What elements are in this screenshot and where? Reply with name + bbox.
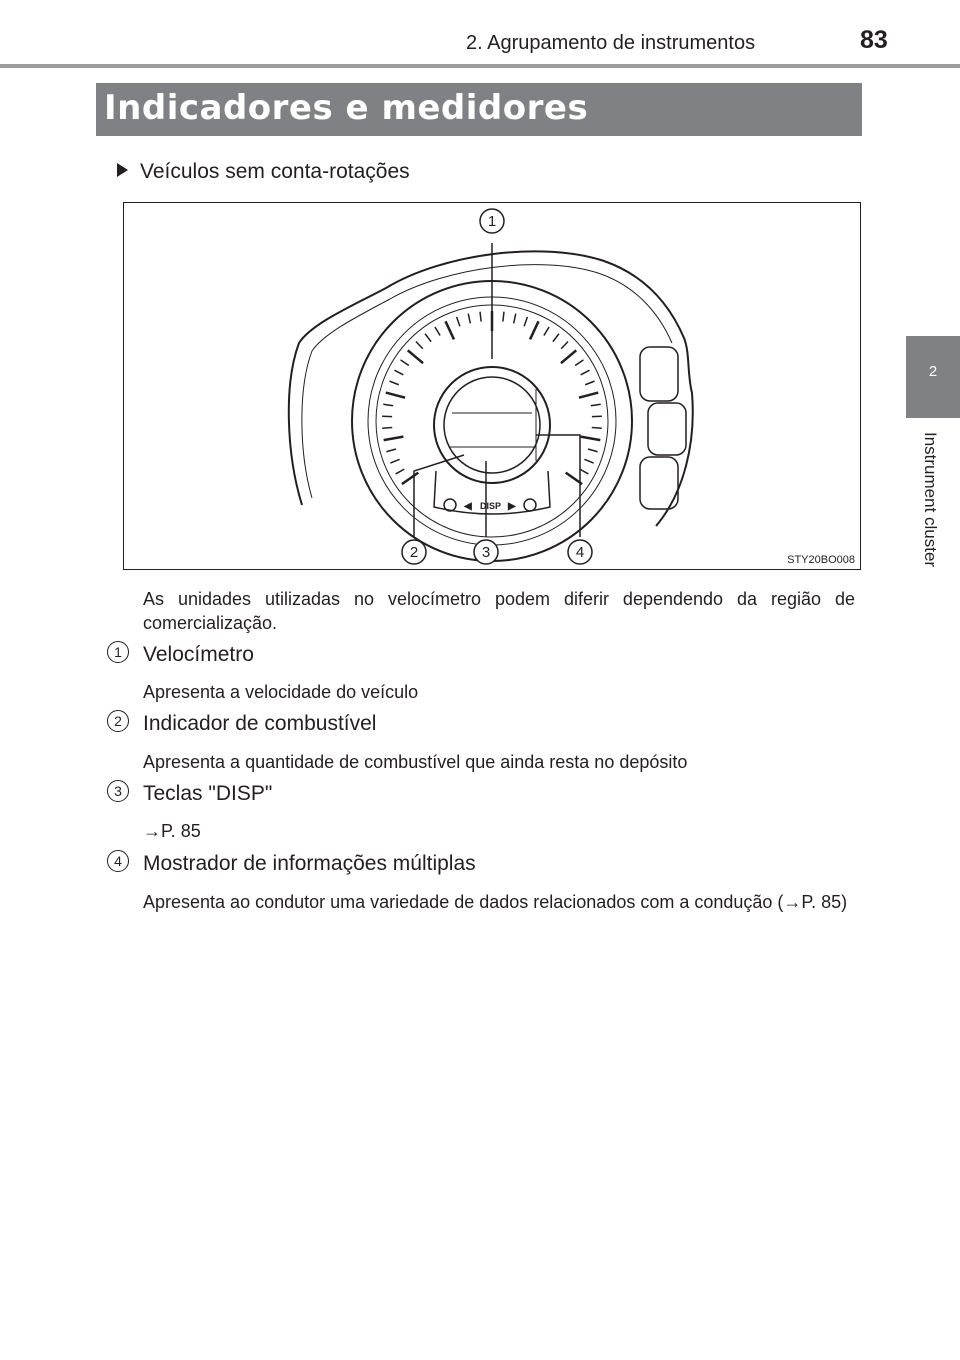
subhead (117, 160, 410, 184)
bezel-piece-top (640, 347, 678, 401)
dial-tick (592, 428, 602, 429)
figure-code: STY20BO008 (787, 554, 855, 566)
disp-left-arrow: ◀ (464, 501, 472, 512)
dial-tick (386, 393, 405, 398)
item-3-desc[interactable]: →P. 85 (143, 821, 201, 841)
item-1-desc: Apresenta a velocidade do veículo (143, 682, 419, 702)
dial-tick (579, 393, 598, 398)
callout-2: 2 (409, 544, 419, 561)
dial-tick (524, 317, 527, 326)
section-title: 2. Agrupamento de instrumentos (466, 32, 756, 54)
dial-tick (591, 404, 601, 406)
bezel-piece-mid (648, 403, 686, 455)
item-3-number: 3 (107, 780, 129, 802)
triangle-bullet-icon (117, 163, 128, 177)
dial-tick (401, 360, 409, 366)
leader-4 (536, 435, 580, 537)
dial-tick (416, 342, 423, 349)
dial-tick (561, 342, 568, 349)
dial-tick (561, 350, 576, 363)
dial-tick (585, 381, 594, 385)
central-display (444, 377, 540, 473)
dial-tick (382, 428, 392, 429)
dial-tick (581, 370, 590, 375)
trip-button-left (444, 499, 456, 511)
disp-right-arrow: ▶ (508, 501, 516, 512)
item-3-title: Teclas "DISP" (143, 782, 273, 805)
dial-tick (580, 469, 589, 474)
subhead-text: Veículos sem conta-rotações (140, 160, 410, 183)
cluster-housing (289, 251, 693, 526)
dial-tick (584, 459, 593, 463)
callout-1: 1 (487, 213, 497, 230)
side-tab-label: Instrument cluster (921, 432, 940, 568)
item-4-number: 4 (107, 850, 129, 872)
dial-tick (390, 459, 399, 463)
trip-button-right (524, 499, 536, 511)
dial-tick (503, 312, 504, 322)
disp-label: DISP (480, 501, 502, 511)
dial-tick (386, 449, 396, 452)
side-tab[interactable] (906, 336, 960, 418)
dial-tick (581, 437, 601, 440)
instrument-cluster-illustration (124, 203, 860, 569)
item-1-title: Velocímetro (143, 643, 254, 666)
dial-tick (394, 370, 403, 375)
item-4-title: Mostrador de informações múltiplas (143, 852, 476, 875)
dial-tick (457, 317, 460, 326)
dial-tick (530, 321, 538, 339)
header-rule (0, 64, 960, 68)
dial-tick (389, 381, 398, 385)
instrument-figure (123, 202, 861, 570)
side-tab-number: 2 (928, 363, 938, 380)
title-band (96, 83, 862, 136)
note-text: As unidades utilizadas no velocímetro podem diferir dependendo da região de comercialização. (143, 589, 855, 633)
page-number: 83 (860, 26, 888, 54)
dial-tick (396, 469, 405, 474)
dial-tick (575, 360, 583, 366)
dial-tick (514, 314, 516, 324)
item-1-number: 1 (107, 641, 129, 663)
dial-tick (425, 334, 431, 342)
dial-tick (383, 404, 393, 406)
dial-tick (402, 473, 418, 484)
item-2-title: Indicador de combustível (143, 712, 377, 735)
page-title: Indicadores e medidores (104, 88, 589, 128)
dial-tick (446, 321, 454, 339)
central-display-bezel (434, 367, 550, 483)
callout-4: 4 (575, 544, 585, 561)
dial-tick (588, 449, 598, 452)
dial-tick (553, 334, 559, 342)
dial-tick (544, 327, 549, 336)
dial-tick (384, 437, 404, 440)
item-2-number: 2 (107, 710, 129, 732)
dial-tick (480, 312, 481, 322)
item-2-desc: Apresenta a quantidade de combustível que ainda resta no depósito (143, 752, 688, 772)
dial-tick (408, 350, 423, 363)
callout-3: 3 (481, 544, 491, 561)
item-4-desc: Apresenta ao condutor uma variedade de dados relacionados com a condução (→P. 85) (143, 892, 848, 912)
dial-tick (468, 314, 470, 324)
dial-tick (435, 327, 440, 336)
